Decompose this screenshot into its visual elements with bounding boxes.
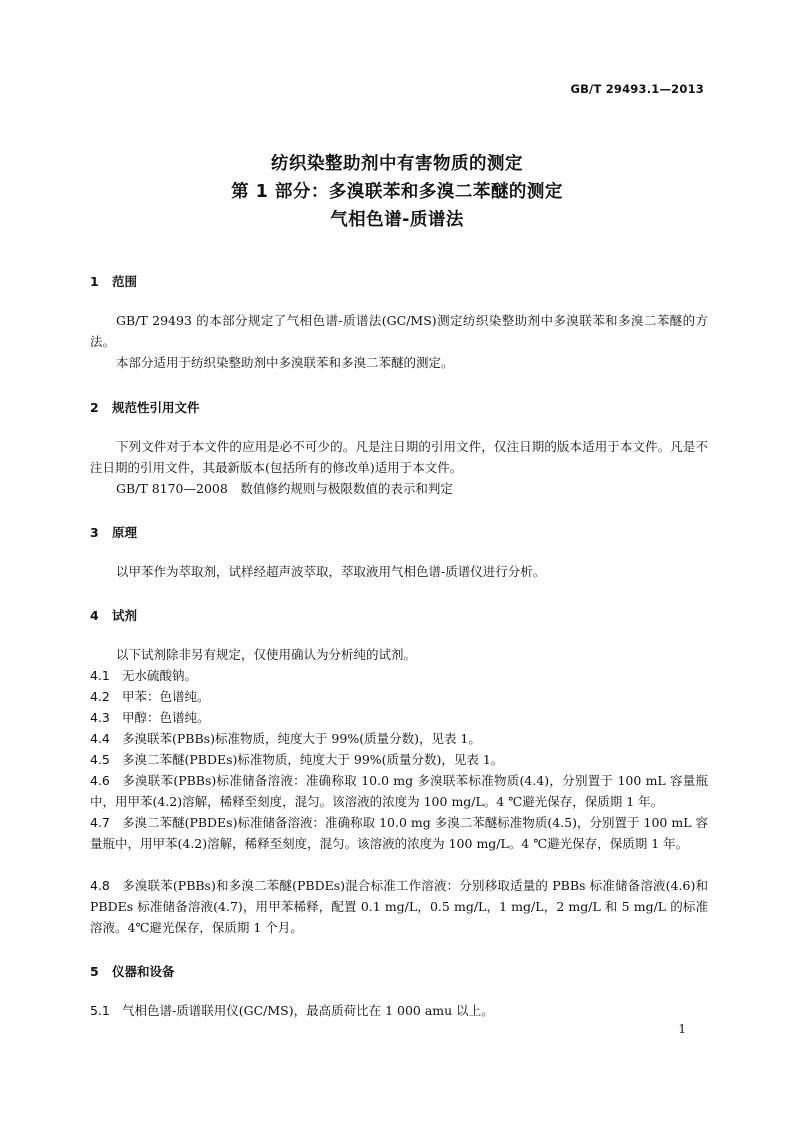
clause-number: 4.5 <box>90 752 110 767</box>
document-title <box>0 150 794 234</box>
clause-text: 多溴联苯(PBBs)和多溴二苯醚(PBDEs)混合标准工作溶液：分别移取适量的 PBBs 标准储备溶液(4.6)和 PBDEs 标准储备溶液(4.7)，用甲苯稀释，配置 0.1 mg/L，0.5 mg/L，1 mg/L，2 mg/L 和 5 mg/L 的标准溶液。4℃避光保存，保质期 1 个月。 <box>90 878 708 935</box>
section-4-heading <box>90 606 137 624</box>
section-4-intro: 以下试剂除非另有规定，仅使用确认为分析纯的试剂。 <box>116 647 417 662</box>
clause-4-6 <box>90 770 708 812</box>
section-title: 原理 <box>112 525 138 540</box>
clause-text: 甲醇：色谱纯。 <box>122 710 210 725</box>
section-1-paragraph-1: GB/T 29493 的本部分规定了气相色谱-质谱法(GC/MS)测定纺织染整助剂中多溴联苯和多溴二苯醚的方法。 <box>90 313 708 349</box>
title-line-1: 纺织染整助剂中有害物质的测定 <box>271 154 523 174</box>
section-number: 3 <box>90 525 99 540</box>
section-number: 4 <box>90 608 99 623</box>
section-title: 仪器和设备 <box>112 964 175 979</box>
clause-4-1 <box>90 665 708 686</box>
clause-text: 无水硫酸钠。 <box>122 668 198 683</box>
section-2-paragraph-1: 下列文件对于本文件的应用是必不可少的。凡是注日期的引用文件，仅注日期的版本适用于本文件。凡是不注日期的引用文件，其最新版本(包括所有的修改单)适用于本文件。 <box>90 439 708 475</box>
clause-text: 甲苯：色谱纯。 <box>122 689 210 704</box>
section-1-paragraph-2: 本部分适用于纺织染整助剂中多溴联苯和多溴二苯醚的测定。 <box>116 355 454 370</box>
clause-4-7 <box>90 812 708 854</box>
clause-text: 多溴二苯醚(PBDEs)标准储备溶液：准确称取 10.0 mg 多溴二苯醚标准物质(4.5)，分别置于 100 mL 容量瓶中，用甲苯(4.2)溶解，稀释至刻度，混匀。该溶液的浓度为 100 mg/L。4 ℃避光保存，保质期 1 年。 <box>90 815 708 851</box>
section-number: 2 <box>90 400 99 415</box>
clause-4-2 <box>90 686 708 707</box>
title-line-2: 第 1 部分：多溴联苯和多溴二苯醚的测定 <box>231 182 563 202</box>
clause-text: 气相色谱-质谱联用仪(GC/MS)，最高质荷比在 1 000 amu 以上。 <box>122 1003 494 1018</box>
clause-text: 多溴二苯醚(PBDEs)标准物质，纯度大于 99%(质量分数)，见表 1。 <box>122 752 504 767</box>
section-5-heading <box>90 962 175 980</box>
clause-text: 多溴联苯(PBBs)标准储备溶液：准确称取 10.0 mg 多溴联苯标准物质(4.4)，分别置于 100 mL 容量瓶中，用甲苯(4.2)溶解，稀释至刻度，混匀。该溶液的浓度为 100 mg/L。4 ℃避光保存，保质期 1 年。 <box>90 773 708 809</box>
section-2-reference: GB/T 8170—2008 数值修约规则与极限数值的表示和判定 <box>116 481 453 496</box>
clause-number: 4.6 <box>90 773 110 788</box>
section-title: 规范性引用文件 <box>112 400 200 415</box>
section-3-paragraph-1: 以甲苯作为萃取剂，试样经超声波萃取，萃取液用气相色谱-质谱仪进行分析。 <box>116 564 546 579</box>
clause-4-3 <box>90 707 708 728</box>
section-number: 1 <box>90 274 99 289</box>
section-3-heading <box>90 523 137 541</box>
section-title: 试剂 <box>112 608 138 623</box>
standard-code: GB/T 29493.1—2013 <box>570 82 704 96</box>
page-number: 1 <box>678 1022 686 1036</box>
clause-number: 4.1 <box>90 668 110 683</box>
clause-number: 4.3 <box>90 710 110 725</box>
clause-text: 多溴联苯(PBBs)标准物质，纯度大于 99%(质量分数)，见表 1。 <box>122 731 481 746</box>
clause-number: 4.7 <box>90 815 110 830</box>
clause-number: 4.2 <box>90 689 110 704</box>
clause-4-5 <box>90 749 708 770</box>
section-1-heading <box>90 272 137 290</box>
clause-number: 5.1 <box>90 1003 110 1018</box>
section-2-heading <box>90 398 200 416</box>
clause-4-4 <box>90 728 708 749</box>
clause-5-1 <box>90 1000 708 1021</box>
title-line-3: 气相色谱-质谱法 <box>330 210 464 230</box>
clause-4-8 <box>90 875 708 938</box>
clause-number: 4.8 <box>90 878 110 893</box>
section-number: 5 <box>90 964 99 979</box>
clause-number: 4.4 <box>90 731 110 746</box>
section-title: 范围 <box>112 274 138 289</box>
